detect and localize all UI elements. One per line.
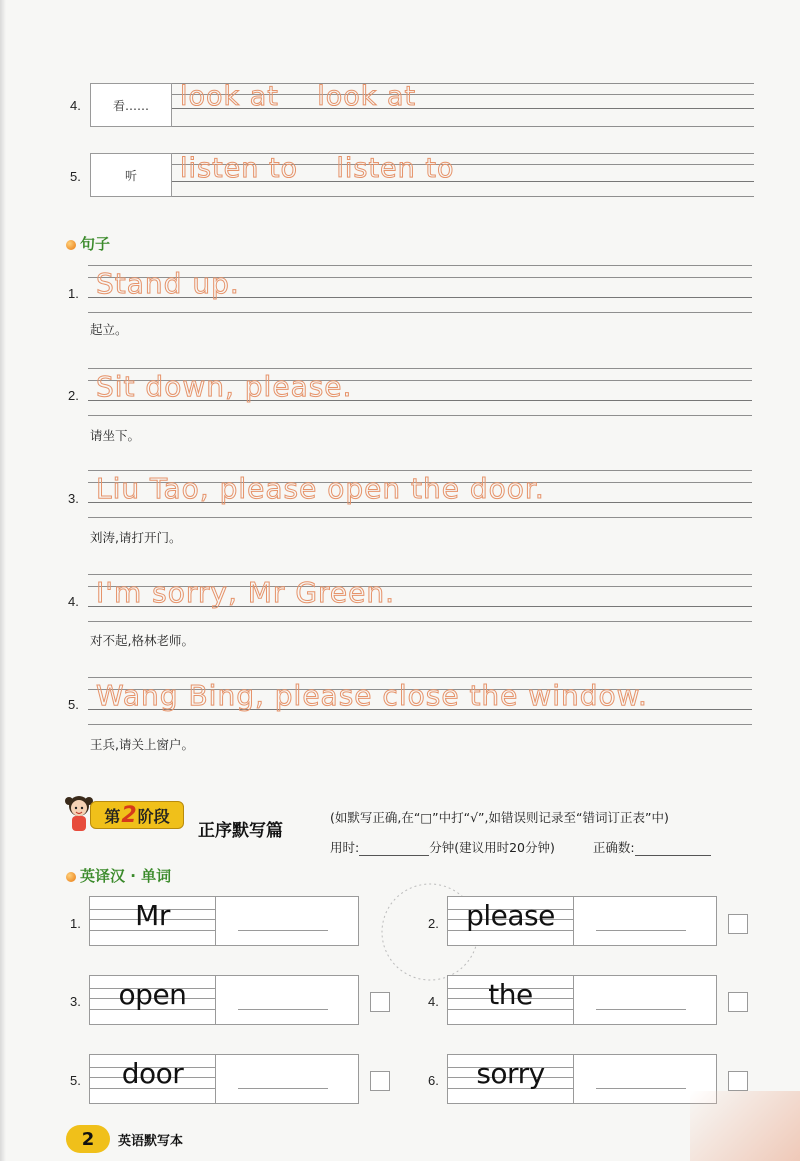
four-line-grid	[172, 83, 754, 127]
answer-line[interactable]	[238, 930, 328, 931]
four-line-grid	[172, 153, 754, 197]
answer-line[interactable]	[238, 1009, 328, 1010]
stage-label: 第 2 阶段	[90, 801, 184, 829]
sentence-translation: 王兵,请关上窗户。	[90, 737, 194, 752]
answer-line[interactable]	[596, 930, 686, 931]
sentence-translation: 起立。	[90, 322, 128, 337]
sentence-translation: 请坐下。	[90, 428, 141, 443]
word-text: the	[488, 978, 533, 1011]
page-corner-shade	[690, 1091, 800, 1161]
sentence-trace: I'm sorry, Mr Green.	[96, 576, 396, 609]
sentence-trace: Wang Bing, please close the window.	[96, 679, 648, 712]
word-box	[89, 896, 359, 946]
check-box[interactable]	[728, 914, 748, 934]
sentence-number: 5.	[68, 697, 79, 712]
phrase-row	[90, 83, 755, 129]
word-box	[447, 975, 717, 1025]
word-box	[89, 1054, 359, 1104]
sentence-trace: Stand up.	[96, 267, 240, 300]
word-text: Mr	[135, 899, 170, 932]
four-line-grid	[88, 574, 752, 622]
phrase-trace: listen to listen to	[180, 153, 455, 184]
sentences-section-title: 句子	[66, 233, 110, 254]
four-line-grid	[88, 470, 752, 518]
word-text: please	[466, 899, 555, 932]
stage-badge	[64, 793, 182, 837]
page-edge	[0, 0, 6, 1161]
four-line-grid	[88, 677, 752, 725]
answer-line[interactable]	[238, 1088, 328, 1089]
sentence-number: 3.	[68, 491, 79, 506]
sentence-number: 2.	[68, 388, 79, 403]
word-number: 5.	[70, 1073, 81, 1088]
word-text: sorry	[476, 1057, 545, 1090]
word-number: 2.	[428, 916, 439, 931]
correct-count-input[interactable]	[635, 855, 711, 856]
check-box[interactable]	[370, 1071, 390, 1091]
words-section-title: 英译汉 · 单词	[66, 865, 171, 886]
check-box[interactable]	[728, 1071, 748, 1091]
word-number: 4.	[428, 994, 439, 1009]
phrase-row	[90, 153, 755, 199]
phrase-trace: look at look at	[180, 81, 417, 112]
check-box[interactable]	[728, 992, 748, 1012]
word-text: open	[118, 978, 187, 1011]
check-box[interactable]	[370, 992, 390, 1012]
answer-line[interactable]	[596, 1088, 686, 1089]
four-line-grid	[88, 265, 752, 313]
sentence-translation: 对不起,格林老师。	[90, 633, 194, 648]
stage-instruction: (如默写正确,在“□”中打“√”,如错误则记录至“错词订正表”中)	[330, 810, 669, 825]
sentence-number: 4.	[68, 594, 79, 609]
word-text: door	[121, 1057, 184, 1090]
sentence-number: 1.	[68, 286, 79, 301]
bullet-dot-icon	[66, 240, 76, 250]
sentence-translation: 刘涛,请打开门。	[90, 530, 182, 545]
word-box	[447, 896, 717, 946]
time-row: 用时: 分钟(建议用时20分钟) 正确数:	[330, 838, 711, 856]
phrase-number: 4.	[70, 98, 81, 113]
phrase-chinese: 听	[90, 153, 172, 197]
book-title: 英语默写本	[118, 1134, 184, 1149]
stage-title: 正序默写篇	[198, 821, 283, 841]
time-input[interactable]	[359, 855, 429, 856]
page-number: 2	[66, 1125, 110, 1153]
word-number: 1.	[70, 916, 81, 931]
phrase-number: 5.	[70, 169, 81, 184]
phrase-chinese: 看……	[90, 83, 172, 127]
sentence-trace: Liu Tao, please open the door.	[96, 472, 545, 505]
answer-line[interactable]	[596, 1009, 686, 1010]
word-box	[89, 975, 359, 1025]
bullet-dot-icon	[66, 872, 76, 882]
four-line-grid	[88, 368, 752, 416]
word-number: 3.	[70, 994, 81, 1009]
sentence-trace: Sit down, please.	[96, 370, 353, 403]
word-box	[447, 1054, 717, 1104]
word-number: 6.	[428, 1073, 439, 1088]
